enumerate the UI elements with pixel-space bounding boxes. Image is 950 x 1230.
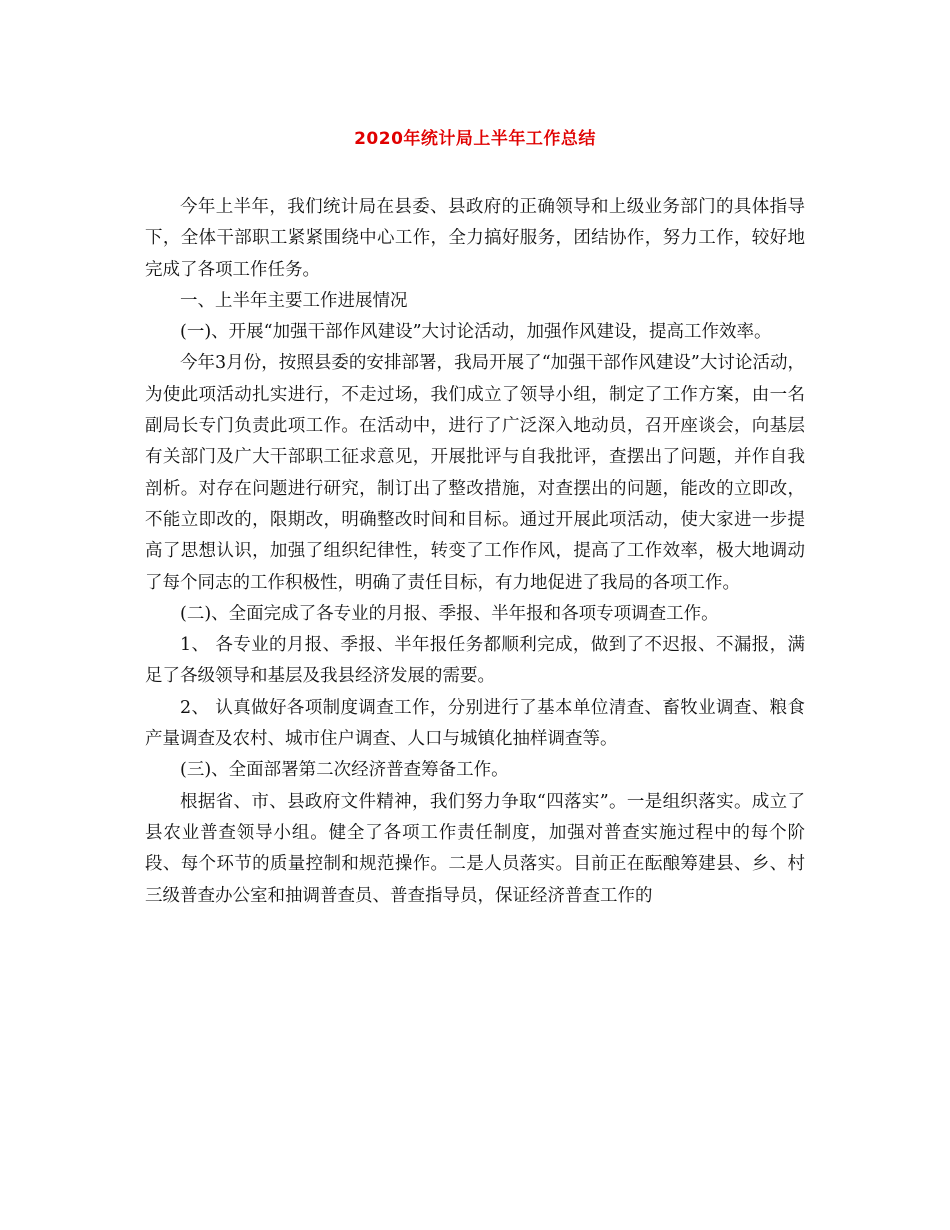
list-item-2: 2、 认真做好各项制度调查工作，分别进行了基本单位清查、畜牧业调查、粮食产量调查及农村、城市住户调查、人口与城镇化抽样调查等。 (145, 697, 805, 750)
subsection-heading-1: (一)、开展“加强干部作风建设”大讨论活动，加强作风建设，提高工作效率。 (180, 322, 772, 343)
subsection-heading-2: (二)、全面完成了各专业的月报、季报、半年报和各项专项调查工作。 (180, 603, 719, 624)
document-title: 2020年统计局上半年工作总结 (354, 129, 596, 149)
paragraph-style-campaign: 今年3月份，按照县委的安排部署，我局开展了“加强干部作风建设”大讨论活动，为使此项活动扎实进行，不走过场，我们成立了领导小组，制定了工作方案，由一名副局长专门负责此项工作。在活动中，进行了广泛深入地动员，召开座谈会，向基层有关部门及广大干部职工征求意见，开展批评与自我批评，查摆出了问题，并作自我剖析。对存在问题进行研究，制订出了整改措施，对查摆出的问题，能改的立即改，不能立即改的，限期改，明确整改时间和目标。通过开展此项活动，使大家进一步提高了思想认识，加强了组织纪律性，转变了工作作风，提高了工作效率，极大地调动了每个同志的工作积极性，明确了责任目标，有力地促进了我局的各项工作。 (145, 353, 805, 593)
paragraph-census: 根据省、市、县政府文件精神，我们努力争取“四落实”。一是组织落实。成立了县农业普查领导小组。健全了各项工作责任制度，加强对普查实施过程中的每个阶段、每个环节的质量控制和规范操作。二是人员落实。目前正在酝酿筹建县、乡、村三级普查办公室和抽调普查员、普查指导员，保证经济普查工作的 (145, 791, 805, 906)
subsection-heading-3: (三)、全面部署第二次经济普查筹备工作。 (180, 760, 509, 781)
list-item-1: 1、 各专业的月报、季报、半年报任务都顺利完成，做到了不迟报、不漏报，满足了各级领导和基层及我县经济发展的需要。 (145, 635, 805, 687)
paragraph-intro: 今年上半年，我们统计局在县委、县政府的正确领导和上级业务部门的具体指导下，全体干部职工紧紧围绕中心工作，全力搞好服务，团结协作，努力工作，较好地完成了各项工作任务。 (145, 197, 805, 280)
section-heading-1: 一、上半年主要工作进展情况 (180, 290, 408, 311)
document-body (145, 192, 805, 912)
